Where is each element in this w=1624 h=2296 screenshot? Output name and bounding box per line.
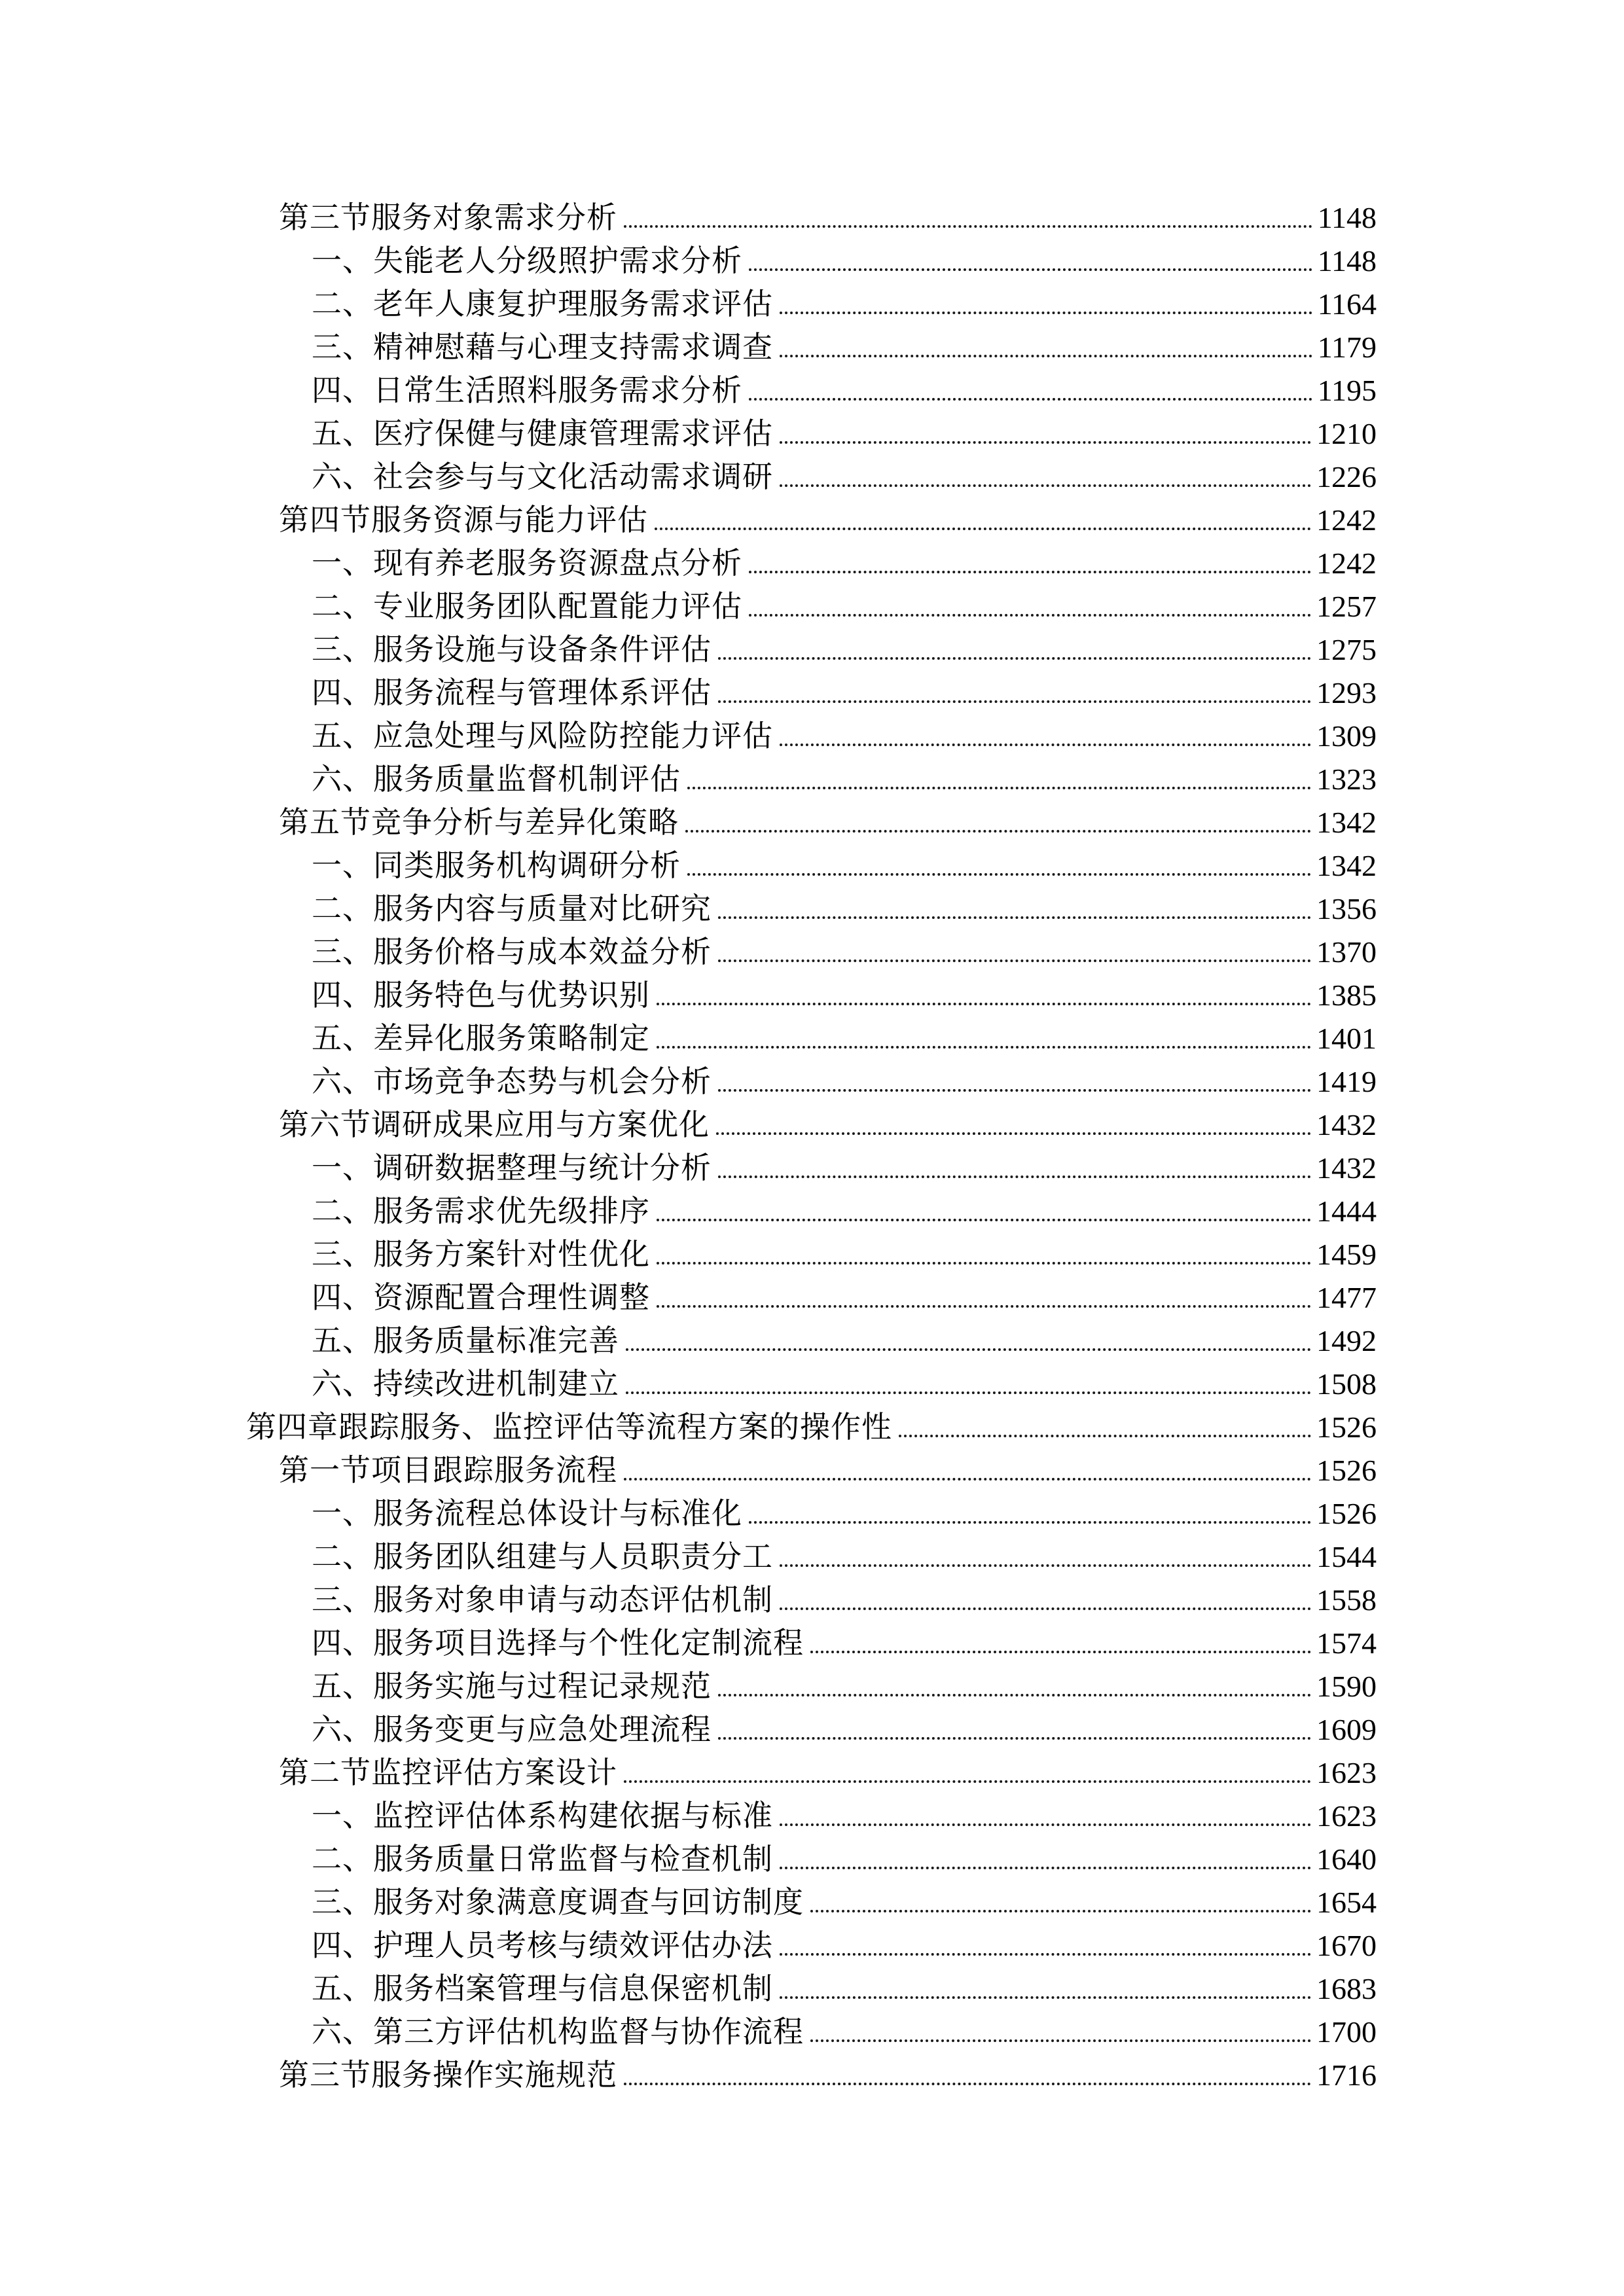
toc-leader-dots bbox=[810, 1651, 1311, 1653]
toc-entry-page-number: 1544 bbox=[1316, 1540, 1377, 1573]
toc-entry-page-number: 1242 bbox=[1316, 503, 1377, 537]
toc-entry-title: 一、同类服务机构调研分析 bbox=[312, 849, 681, 882]
toc-entry-page-number: 1700 bbox=[1316, 2015, 1377, 2049]
toc-leader-dots bbox=[657, 1305, 1311, 1308]
toc-entry-page-number: 1477 bbox=[1316, 1281, 1377, 1314]
toc-entry[interactable] bbox=[312, 585, 1377, 628]
toc-entry[interactable] bbox=[279, 1449, 1377, 1492]
toc-entry-title: 三、服务对象满意度调查与回访制度 bbox=[312, 1886, 804, 1919]
toc-entry[interactable] bbox=[312, 1708, 1377, 1751]
toc-entry-page-number: 1526 bbox=[1316, 1497, 1377, 1530]
toc-leader-dots bbox=[749, 398, 1312, 401]
toc-leader-dots bbox=[749, 268, 1312, 271]
toc-leader-dots bbox=[718, 916, 1311, 919]
toc-entry[interactable] bbox=[312, 1535, 1377, 1579]
toc-entry-page-number: 1385 bbox=[1316, 978, 1377, 1012]
toc-entry[interactable] bbox=[279, 2054, 1377, 2097]
toc-entry-page-number: 1609 bbox=[1316, 1713, 1377, 1746]
toc-entry-title: 三、服务设施与设备条件评估 bbox=[312, 633, 712, 666]
toc-entry[interactable] bbox=[312, 1838, 1377, 1881]
toc-entry-page-number: 1323 bbox=[1316, 762, 1377, 796]
toc-leader-dots bbox=[624, 2083, 1311, 2085]
toc-entry-title: 二、老年人康复护理服务需求评估 bbox=[312, 287, 773, 321]
toc-entry-title: 二、专业服务团队配置能力评估 bbox=[312, 590, 742, 623]
toc-entry-title: 六、服务质量监督机制评估 bbox=[312, 762, 681, 796]
toc-leader-dots bbox=[780, 355, 1312, 357]
toc-entry[interactable] bbox=[279, 1751, 1377, 1795]
toc-entry-title: 四、日常生活照料服务需求分析 bbox=[312, 374, 742, 407]
toc-entry[interactable] bbox=[312, 888, 1377, 931]
toc-entry-page-number: 1716 bbox=[1316, 2058, 1377, 2092]
toc-entry-title: 一、调研数据整理与统计分析 bbox=[312, 1151, 712, 1185]
toc-entry-title: 五、服务档案管理与信息保密机制 bbox=[312, 1972, 773, 2005]
toc-entry[interactable] bbox=[312, 1967, 1377, 2011]
toc-leader-dots bbox=[626, 1391, 1311, 1394]
toc-entry-title: 二、服务质量日常监督与检查机制 bbox=[312, 1842, 773, 1876]
toc-entry-page-number: 1195 bbox=[1317, 374, 1377, 407]
toc-leader-dots bbox=[626, 1348, 1311, 1351]
toc-entry-title: 一、现有养老服务资源盘点分析 bbox=[312, 547, 742, 580]
toc-entry-title: 第一节项目跟踪服务流程 bbox=[279, 1454, 617, 1487]
toc-leader-dots bbox=[718, 1694, 1311, 1696]
toc-entry-title: 五、医疗保健与健康管理需求评估 bbox=[312, 417, 773, 450]
toc-leader-dots bbox=[685, 830, 1311, 833]
toc-entry[interactable] bbox=[312, 2011, 1377, 2054]
toc-entry-page-number: 1401 bbox=[1316, 1022, 1377, 1055]
toc-entry[interactable] bbox=[312, 1276, 1377, 1319]
toc-entry-title: 三、服务价格与成本效益分析 bbox=[312, 935, 712, 969]
toc-entry-title: 第六节调研成果应用与方案优化 bbox=[279, 1108, 710, 1141]
toc-entry-title: 二、服务需求优先级排序 bbox=[312, 1194, 650, 1228]
toc-leader-dots bbox=[716, 1132, 1311, 1135]
toc-entry-title: 六、社会参与与文化活动需求调研 bbox=[312, 460, 773, 493]
toc-leader-dots bbox=[718, 1175, 1311, 1178]
toc-entry-page-number: 1342 bbox=[1316, 849, 1377, 882]
toc-entry-title: 五、应急处理与风险防控能力评估 bbox=[312, 719, 773, 753]
toc-entry[interactable] bbox=[312, 628, 1377, 672]
toc-leader-dots bbox=[657, 1046, 1311, 1049]
toc-entry-page-number: 1242 bbox=[1316, 547, 1377, 580]
toc-entry-page-number: 1654 bbox=[1316, 1886, 1377, 1919]
toc-entry[interactable] bbox=[279, 499, 1377, 542]
toc-entry[interactable] bbox=[312, 1492, 1377, 1535]
toc-entry[interactable] bbox=[312, 1622, 1377, 1665]
toc-entry-page-number: 1492 bbox=[1316, 1324, 1377, 1357]
toc-entry-page-number: 1419 bbox=[1316, 1065, 1377, 1098]
toc-entry[interactable] bbox=[312, 542, 1377, 585]
toc-entry-page-number: 1179 bbox=[1317, 331, 1377, 364]
toc-entry-title: 一、监控评估体系构建依据与标准 bbox=[312, 1799, 773, 1833]
toc-entry-title: 三、服务方案针对性优化 bbox=[312, 1238, 650, 1271]
toc-entry-title: 六、第三方评估机构监督与协作流程 bbox=[312, 2015, 804, 2049]
toc-leader-dots bbox=[780, 1996, 1311, 1999]
toc-entry[interactable] bbox=[312, 931, 1377, 974]
toc-entry-title: 四、资源配置合理性调整 bbox=[312, 1281, 650, 1314]
toc-leader-dots bbox=[780, 1607, 1311, 1610]
toc-entry-title: 六、服务变更与应急处理流程 bbox=[312, 1713, 712, 1746]
toc-entry-title: 三、精神慰藉与心理支持需求调查 bbox=[312, 331, 773, 364]
toc-leader-dots bbox=[687, 787, 1311, 789]
toc-entry-title: 四、服务项目选择与个性化定制流程 bbox=[312, 1626, 804, 1660]
toc-entry-page-number: 1574 bbox=[1316, 1626, 1377, 1660]
toc-entry-title: 六、市场竞争态势与机会分析 bbox=[312, 1065, 712, 1098]
toc-leader-dots bbox=[718, 960, 1311, 962]
toc-entry[interactable] bbox=[312, 1924, 1377, 1967]
toc-entry[interactable] bbox=[279, 196, 1377, 240]
toc-leader-dots bbox=[718, 657, 1311, 660]
toc-entry-page-number: 1459 bbox=[1316, 1238, 1377, 1271]
toc-entry[interactable] bbox=[312, 412, 1377, 456]
toc-leader-dots bbox=[749, 571, 1311, 573]
toc-entry-page-number: 1370 bbox=[1316, 935, 1377, 969]
toc-entry-page-number: 1356 bbox=[1316, 892, 1377, 925]
toc-entry-title: 四、服务流程与管理体系评估 bbox=[312, 676, 712, 709]
toc-leader-dots bbox=[657, 1262, 1311, 1265]
toc-entry[interactable] bbox=[279, 801, 1377, 844]
toc-entry-title: 四、护理人员考核与绩效评估办法 bbox=[312, 1929, 773, 1962]
toc-entry-page-number: 1210 bbox=[1316, 417, 1377, 450]
toc-leader-dots bbox=[718, 1737, 1311, 1740]
toc-entry-title: 第五节竞争分析与差异化策略 bbox=[279, 806, 679, 839]
toc-entry-title: 五、服务实施与过程记录规范 bbox=[312, 1670, 712, 1703]
toc-entry-title: 二、服务团队组建与人员职责分工 bbox=[312, 1540, 773, 1573]
toc-entry-page-number: 1683 bbox=[1316, 1972, 1377, 2005]
toc-entry-title: 第三节服务操作实施规范 bbox=[279, 2058, 617, 2092]
toc-leader-dots bbox=[657, 1219, 1311, 1221]
toc-entry[interactable] bbox=[312, 1233, 1377, 1276]
toc-entry-page-number: 1148 bbox=[1317, 244, 1377, 278]
toc-entry-page-number: 1275 bbox=[1316, 633, 1377, 666]
toc-leader-dots bbox=[749, 614, 1311, 617]
toc-leader-dots bbox=[780, 1953, 1311, 1956]
toc-entry-page-number: 1558 bbox=[1316, 1583, 1377, 1617]
toc-entry-title: 一、失能老人分级照护需求分析 bbox=[312, 244, 742, 278]
toc-entry-page-number: 1293 bbox=[1316, 676, 1377, 709]
toc-leader-dots bbox=[810, 1910, 1311, 1912]
toc-entry-page-number: 1526 bbox=[1316, 1454, 1377, 1487]
toc-entry[interactable] bbox=[312, 456, 1377, 499]
toc-leader-dots bbox=[657, 1003, 1311, 1005]
toc-entry[interactable] bbox=[312, 672, 1377, 715]
toc-entry[interactable] bbox=[312, 283, 1377, 326]
toc-entry[interactable] bbox=[312, 1060, 1377, 1103]
toc-entry[interactable] bbox=[312, 1795, 1377, 1838]
toc-leader-dots bbox=[718, 700, 1311, 703]
toc-entry[interactable] bbox=[312, 974, 1377, 1017]
toc-entry-title: 四、服务特色与优势识别 bbox=[312, 978, 650, 1012]
toc-entry[interactable] bbox=[312, 715, 1377, 758]
toc-entry[interactable] bbox=[312, 844, 1377, 888]
toc-entry-page-number: 1432 bbox=[1316, 1151, 1377, 1185]
toc-entry-page-number: 1309 bbox=[1316, 719, 1377, 753]
toc-leader-dots bbox=[624, 1780, 1311, 1783]
toc-entry[interactable] bbox=[312, 1881, 1377, 1924]
toc-entry[interactable] bbox=[312, 758, 1377, 801]
toc-entry-title: 第三节服务对象需求分析 bbox=[279, 201, 617, 234]
toc-leader-dots bbox=[655, 528, 1311, 530]
toc-leader-dots bbox=[780, 441, 1311, 444]
toc-entry-page-number: 1444 bbox=[1316, 1194, 1377, 1228]
toc-entry-title: 一、服务流程总体设计与标准化 bbox=[312, 1497, 742, 1530]
toc-leader-dots bbox=[624, 1478, 1311, 1480]
toc-leader-dots bbox=[780, 744, 1311, 746]
toc-leader-dots bbox=[899, 1435, 1311, 1437]
toc-entry-title: 三、服务对象申请与动态评估机制 bbox=[312, 1583, 773, 1617]
toc-entry-title: 五、服务质量标准完善 bbox=[312, 1324, 619, 1357]
toc bbox=[246, 196, 1377, 2097]
toc-leader-dots bbox=[749, 1521, 1311, 1524]
toc-entry[interactable] bbox=[312, 1017, 1377, 1060]
toc-leader-dots bbox=[780, 484, 1311, 487]
toc-entry-title: 第四章跟踪服务、监控评估等流程方案的操作性 bbox=[246, 1410, 892, 1444]
toc-leader-dots bbox=[624, 225, 1312, 228]
toc-leader-dots bbox=[780, 1867, 1311, 1869]
toc-entry[interactable] bbox=[312, 369, 1377, 412]
toc-entry[interactable] bbox=[312, 1147, 1377, 1190]
toc-entry[interactable] bbox=[279, 1103, 1377, 1147]
toc-entry-page-number: 1623 bbox=[1316, 1756, 1377, 1789]
toc-entry-page-number: 1342 bbox=[1316, 806, 1377, 839]
toc-leader-dots bbox=[718, 1089, 1311, 1092]
toc-leader-dots bbox=[687, 873, 1311, 876]
toc-entry[interactable] bbox=[312, 240, 1377, 283]
toc-entry-page-number: 1226 bbox=[1316, 460, 1377, 493]
toc-entry[interactable] bbox=[312, 326, 1377, 369]
toc-entry-title: 六、持续改进机制建立 bbox=[312, 1367, 619, 1401]
toc-entry-page-number: 1432 bbox=[1316, 1108, 1377, 1141]
toc-entry-page-number: 1623 bbox=[1316, 1799, 1377, 1833]
toc-entry[interactable] bbox=[312, 1665, 1377, 1708]
toc-entry[interactable] bbox=[312, 1319, 1377, 1363]
toc-entry-page-number: 1508 bbox=[1316, 1367, 1377, 1401]
toc-entry[interactable] bbox=[312, 1190, 1377, 1233]
toc-leader-dots bbox=[780, 1564, 1311, 1567]
toc-entry-title: 第二节监控评估方案设计 bbox=[279, 1756, 617, 1789]
toc-entry[interactable] bbox=[312, 1579, 1377, 1622]
toc-entry-page-number: 1590 bbox=[1316, 1670, 1377, 1703]
toc-entry[interactable] bbox=[312, 1363, 1377, 1406]
toc-entry-page-number: 1640 bbox=[1316, 1842, 1377, 1876]
toc-entry-title: 五、差异化服务策略制定 bbox=[312, 1022, 650, 1055]
toc-entry-page-number: 1526 bbox=[1316, 1410, 1377, 1444]
toc-entry-page-number: 1148 bbox=[1317, 201, 1377, 234]
toc-leader-dots bbox=[810, 2039, 1311, 2042]
toc-leader-dots bbox=[780, 1823, 1311, 1826]
toc-entry[interactable] bbox=[246, 1406, 1377, 1449]
toc-entry-title: 二、服务内容与质量对比研究 bbox=[312, 892, 712, 925]
toc-entry-page-number: 1164 bbox=[1317, 287, 1377, 321]
toc-entry-page-number: 1670 bbox=[1316, 1929, 1377, 1962]
toc-entry-page-number: 1257 bbox=[1316, 590, 1377, 623]
toc-leader-dots bbox=[780, 312, 1312, 314]
toc-entry-title: 第四节服务资源与能力评估 bbox=[279, 503, 648, 537]
